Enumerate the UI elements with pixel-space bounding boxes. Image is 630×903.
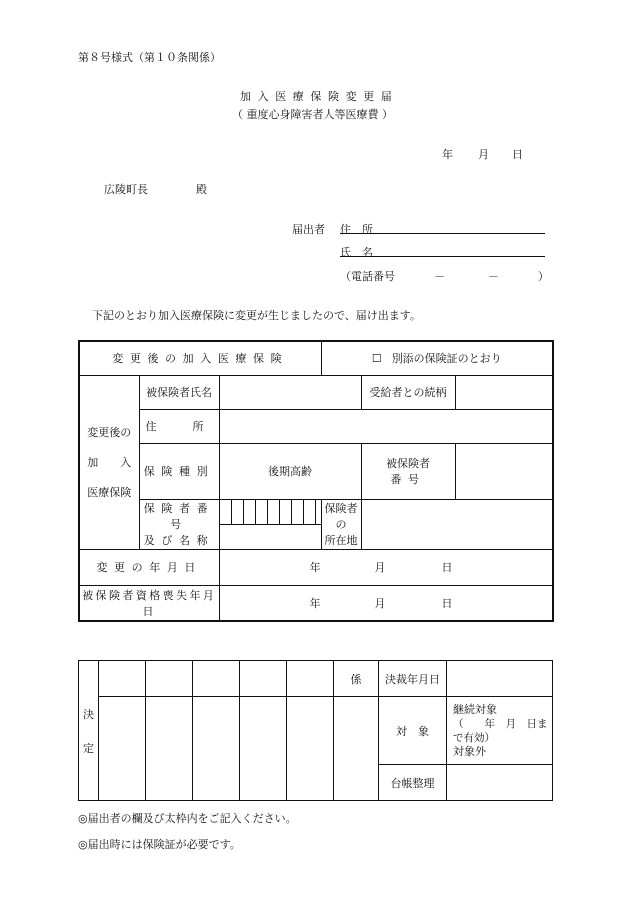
side-label-line-3: 医療保険 [87,486,132,499]
insurer-address-field[interactable] [219,409,553,443]
insurer-number-field[interactable] [219,499,321,549]
relation-field[interactable] [455,375,553,409]
addressee: 広陵町長 [104,183,148,196]
side-label-line-1: 変更後の [87,426,132,439]
stamp-box-4[interactable] [240,661,287,697]
form-title: 加入医療保険変更届 [240,90,399,103]
staff-stamp-area[interactable] [334,697,379,801]
loss-year: 年 [309,596,321,610]
insured-number-label [361,443,455,499]
address-a: 住 [145,420,157,433]
target-options[interactable] [447,697,553,765]
insurer-number-label-2: 及び名称 [143,534,215,547]
ledger-label: 台帳整理 [379,765,447,801]
address-label: 住 所 [340,223,373,236]
insured-number-label-1: 被保険者 [386,457,430,470]
target-label: 対 象 [379,697,447,765]
phone-dash-1: － [434,270,445,283]
loss-month: 月 [374,596,386,610]
separate-card-label: 別添の保険証のとおり [391,352,502,366]
date-year-label: 年 [442,148,453,161]
insured-number-label-2: 番号 [390,473,426,486]
address-row-label [139,409,219,443]
stamp-box-2[interactable] [146,661,193,697]
ledger-field[interactable] [447,765,553,801]
continued-option[interactable]: 継続対象 [453,702,497,716]
stamp-box-5[interactable] [287,661,334,697]
decision-label-b: 定 [83,741,94,755]
separate-card-option[interactable] [321,341,553,375]
phone-dash-2: － [488,270,499,283]
insurance-type-value: 後期高齢 [219,443,361,499]
note-1: ◎届出者の欄及び太枠内をご記入ください。 [78,812,297,825]
stamp-box-1[interactable] [99,661,146,697]
decision-label [79,661,99,801]
stamp-area-5[interactable] [287,697,334,801]
excluded-option[interactable]: 対象外 [453,744,486,758]
side-label-line-2 [80,454,139,470]
insurer-location-field[interactable] [361,499,553,549]
side-label [79,375,139,549]
stamp-area-1[interactable] [99,697,146,801]
decision-label-a: 決 [83,707,94,721]
loss-date-label: 被保険者資格喪失年月日 [79,585,219,621]
form-number: 第８号様式（第１０条関係） [78,51,221,64]
name-label: 氏 名 [340,246,373,259]
main-table [78,340,554,622]
change-date-field[interactable] [219,549,553,585]
loss-date-field[interactable] [219,585,553,621]
staff-label: 係 [334,661,379,697]
form-subtitle: （ 重度心身障害者人等医療費 ） [232,108,393,121]
loss-day: 日 [441,596,453,610]
insured-name-field[interactable] [219,375,361,409]
decision-date-field[interactable] [447,661,553,697]
change-day: 日 [441,561,453,574]
side-label-2b: 入 [120,456,132,469]
checkbox-icon[interactable]: ☐ [371,352,382,366]
insurer-number-boxes[interactable] [220,500,321,525]
side-label-2a: 加 [87,456,99,469]
address-line[interactable] [340,233,545,234]
intro-text: 下記のとおり加入医療保険に変更が生じましたので、届け出ます。 [92,309,421,322]
address-b: 所 [192,420,204,433]
date-day-label: 日 [512,148,523,161]
insurer-location-label [321,499,361,549]
decision-table [78,660,553,801]
name-line[interactable] [340,256,545,257]
stamp-area-3[interactable] [193,697,240,801]
insurer-location-label-1: 保険者の [324,502,358,531]
insurer-location-label-2: 所在地 [324,534,358,547]
valid-until: （ 年 月 日まで有効） [453,717,548,744]
applicant-label: 届出者 [292,223,325,236]
phone-label: （電話番号 [340,270,395,283]
change-date-label: 変更の年月日 [79,549,219,585]
insurance-type-label: 保険種別 [139,443,219,499]
insured-number-field[interactable] [455,443,553,499]
stamp-area-4[interactable] [240,697,287,801]
relation-label: 受給者との続柄 [361,375,455,409]
insurer-number-label [139,499,219,549]
note-2: ◎届出時には保険証が必要です。 [78,838,241,851]
phone-close: ） [538,270,549,283]
honorific: 殿 [196,183,207,196]
insurer-number-label-1: 保険者番号 [143,502,215,531]
change-month: 月 [374,561,386,574]
decision-date-label: 決裁年月日 [379,661,447,697]
after-change-insurance-label: 変更後の加入医療保険 [79,341,321,375]
stamp-area-2[interactable] [146,697,193,801]
stamp-box-3[interactable] [193,661,240,697]
date-month-label: 月 [478,148,489,161]
change-year: 年 [309,561,321,574]
insured-name-label: 被保険者氏名 [139,375,219,409]
